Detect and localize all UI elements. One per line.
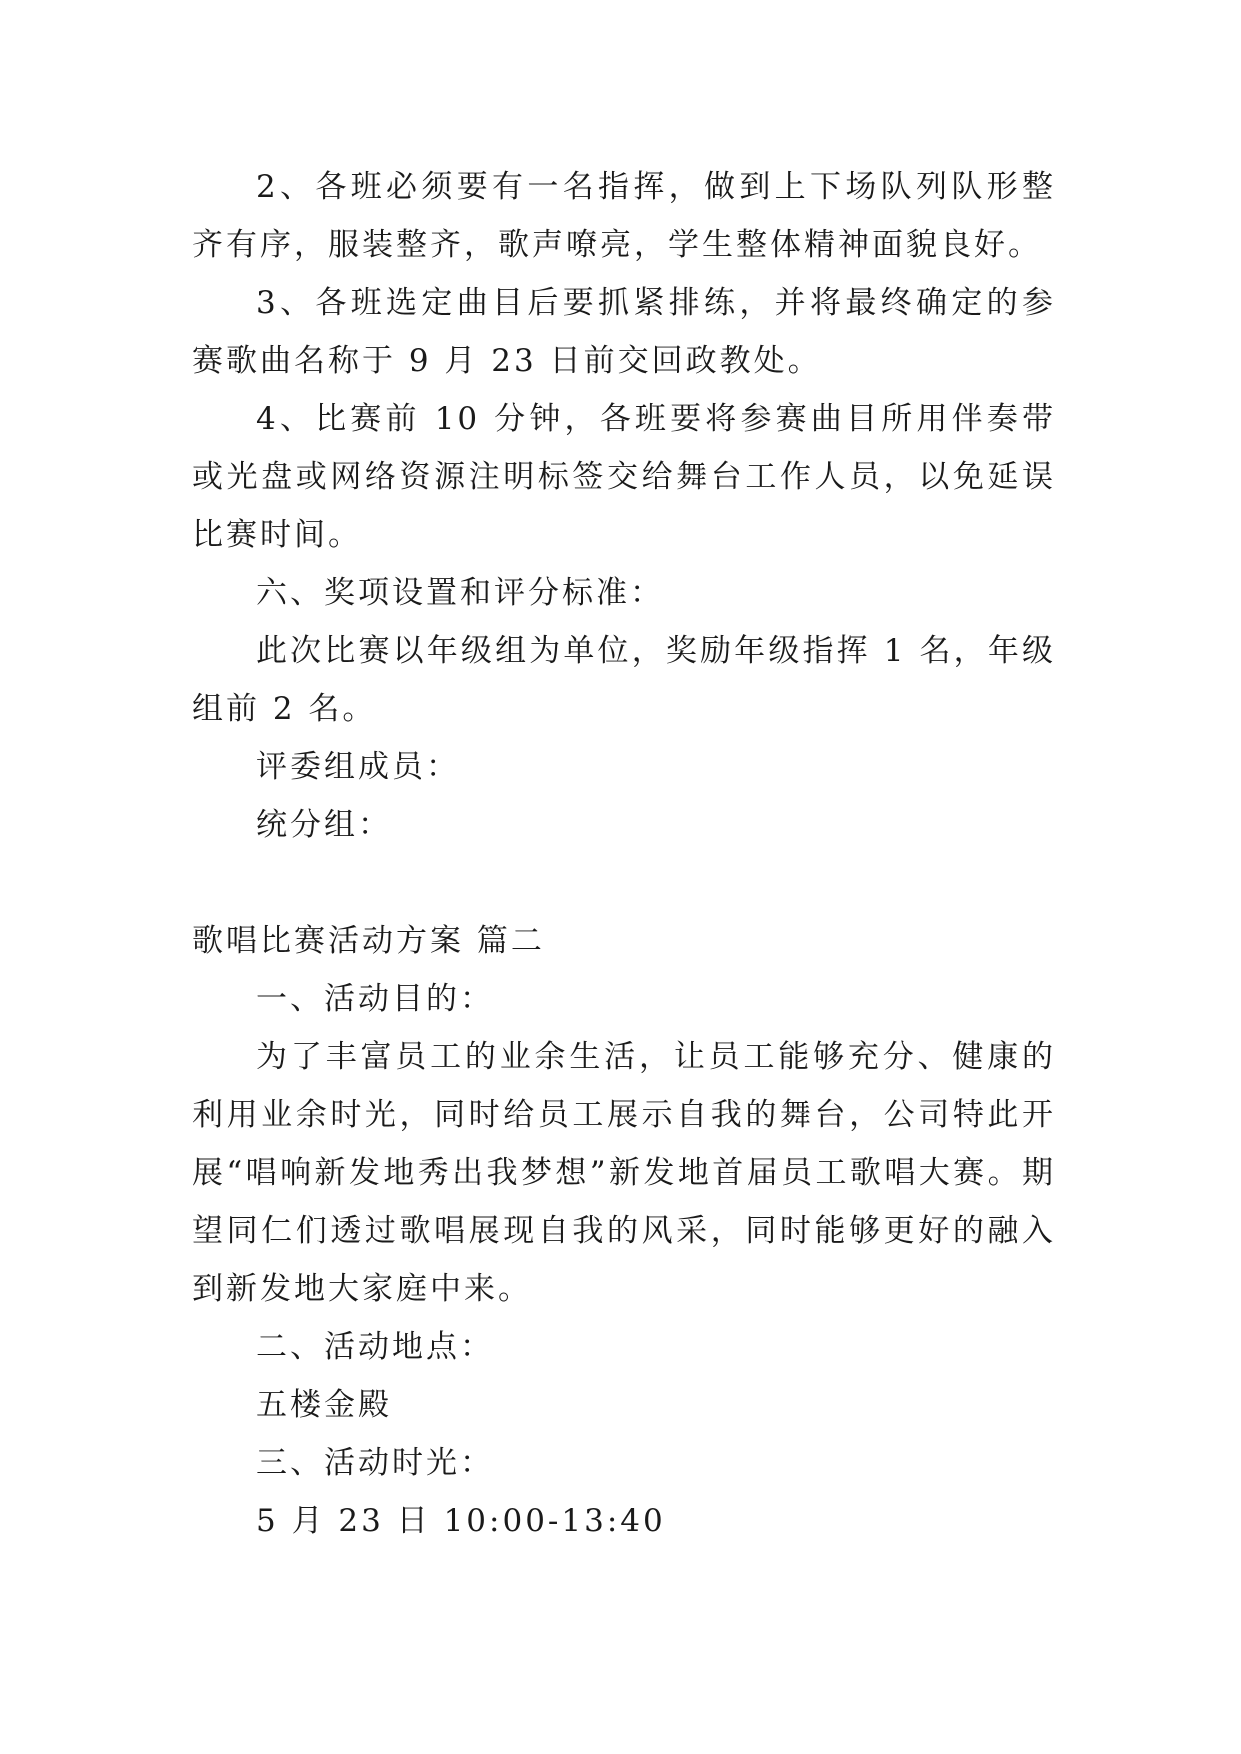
heading-awards: 六、奖项设置和评分标准： [256, 575, 664, 611]
paragraph-awards-detail: 此次比赛以年级组为单位，奖励年级指挥 1 名，年级组前 2 名。 [192, 633, 1056, 727]
heading-time: 三、活动时光： [256, 1445, 494, 1481]
paragraph-rule-4: 4、比赛前 10 分钟，各班要将参赛曲目所用伴奏带或光盘或网络资源注明标签交给舞台工作人员，以免延误比赛时间。 [192, 401, 1056, 553]
document-body [192, 158, 1056, 1550]
heading-location: 二、活动地点： [256, 1329, 494, 1365]
paragraph-rule-2: 2、各班必须要有一名指挥，做到上下场队列队形整齐有序，服装整齐，歌声嘹亮，学生整体精神面貌良好。 [192, 169, 1056, 263]
label-scoring-group: 统分组： [256, 807, 392, 843]
section-title: 歌唱比赛活动方案 篇二 [192, 923, 545, 959]
paragraph-purpose: 为了丰富员工的业余生活，让员工能够充分、健康的利用业余时光，同时给员工展示自我的舞台，公司特此开展“唱响新发地秀出我梦想”新发地首届员工歌唱大赛。期望同仁们透过歌唱展现自我的风采，同时能够更好的融入到新发地大家庭中来。 [192, 1039, 1056, 1307]
heading-purpose: 一、活动目的： [256, 981, 494, 1017]
paragraph-location: 五楼金殿 [256, 1387, 392, 1423]
paragraph-rule-3: 3、各班选定曲目后要抓紧排练，并将最终确定的参赛歌曲名称于 9 月 23 日前交回政教处。 [192, 285, 1056, 379]
label-judges: 评委组成员： [256, 749, 460, 785]
paragraph-time: 5 月 23 日 10:00-13:40 [256, 1503, 666, 1539]
